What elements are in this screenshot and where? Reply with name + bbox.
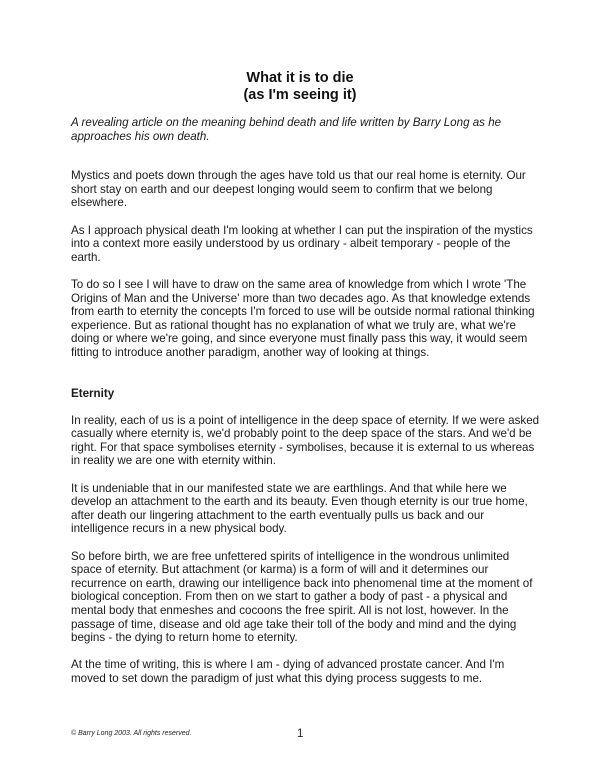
document-title — [0, 70, 600, 104]
paragraph: To do so I see I will have to draw on the same area of knowledge from which I wrote 'The Origins of Man and the Universe' more than two decades ago. As that knowledge extends from earth to eternity the concepts I'm forced to use will be outside normal rational thinking experience. But as rational thought has no explanation of what we truly are, what we're doing or where we're going, and since everyone must finally pass this way, it would seem fitting to introduce another paradigm, another way of looking at things. — [71, 277, 535, 359]
section-heading-eternity: Eternity — [71, 386, 115, 400]
title-line-2: (as I'm seeing it) — [243, 87, 357, 103]
paragraph: As I approach physical death I'm looking at whether I can put the inspiration of the mystics into a context more easily understood by us ordinary - albeit temporary - people of the earth. — [71, 223, 533, 264]
paragraph: In reality, each of us is a point of intelligence in the deep space of eternity. If we were asked casually where eternity is, we'd probably point to the deep space of the stars. And we'd be right. For that space symbolises eternity - symbolises, because it is external to us whereas in reality we are one with eternity within. — [71, 413, 540, 468]
paragraph: So before birth, we are free unfettered spirits of intelligence in the wondrous unlimited space of eternity. But attachment (or karma) is a form of will and it determines our recurrence on earth, drawing our intelligence back into phenomenal time at the moment of biological conception. From then on we start to gather a body of past - a physical and mental body that enmeshes and cocoons the free spirit. All is not lost, however. In the passage of time, disease and old age take their toll of the body and mind and the dying begins - the dying to return home to eternity. — [71, 549, 533, 645]
document-body — [71, 116, 541, 699]
copyright-notice: © Barry Long 2003. All rights reserved. — [71, 730, 192, 737]
page-number: 1 — [297, 728, 304, 740]
paragraph: Mystics and poets down through the ages have told us that our real home is eternity. Our short stay on earth and our deepest longing would seem to confirm that we belong elsewhere. — [71, 169, 526, 210]
subtitle: A revealing article on the meaning behind death and life written by Barry Long as he approaches his own death. — [71, 116, 502, 143]
paragraph: At the time of writing, this is where I am - dying of advanced prostate cancer. And I'm moved to set down the paradigm of just what this dying process suggests to me. — [71, 658, 505, 685]
paragraph: It is undeniable that in our manifested state we are earthlings. And that while here we develop an attachment to the earth and its beauty. Even though eternity is our true home, after death our lingering attachment to the earth eventually pulls us back and our intelligence recurs in a new physical body. — [71, 481, 528, 536]
title-line-1: What it is to die — [246, 70, 354, 86]
